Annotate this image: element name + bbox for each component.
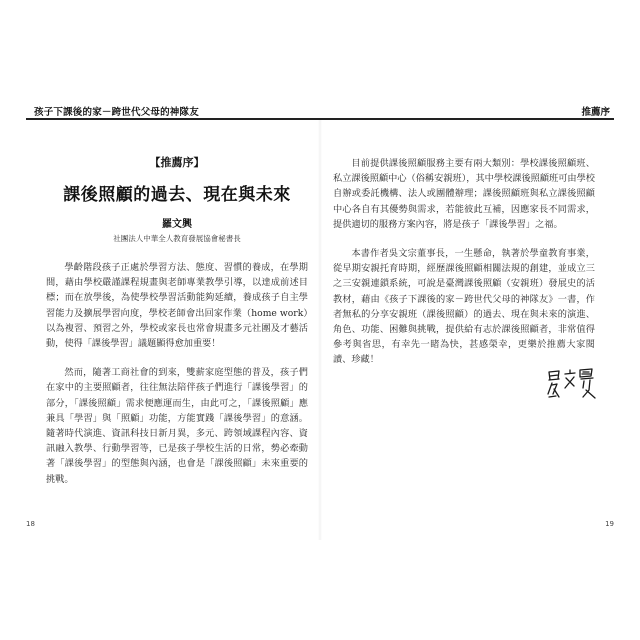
paragraph: 學齡階段孩子正處於學習方法、態度、習慣的養成，在學期間，藉由學校嚴謹課程規畫與老師專業教學引導，以達成前述目標；而在放學後，為使學校學習活動能夠延續，養成孩子自主學習能力及擴展學習向度，學校老師會出回家作業（home work）以為複習、預習之外，學校或家長也常會規畫多元社團及才藝活動，使得「課後學習」議題顯得愈加重要！ xyxy=(46,262,308,350)
right-body-text xyxy=(333,156,595,368)
handwritten-signature xyxy=(543,364,599,404)
left-page xyxy=(46,120,308,540)
paragraph: 然而，隨著工商社會的到來，雙薪家庭型態的普及，孩子們在家中的主要照顧者，往往無法陪伴孩子們進行「課後學習」的部分，「課後照顧」需求便應運而生，由此可之，「課後照顧」應兼具「學習」與「照顧」功能，方能實踐「課後學習」的意涵。隨著時代演進、資訊科技日新月異，多元、跨領域課程內容、資訊融入教學、行動學習等，已是孩子學校生活的日常，勢必牽動著「課後學習」的型態與內涵，也會是「課後照顧」未來重要的挑戰。 xyxy=(46,367,308,485)
page-number-right: 19 xyxy=(605,520,614,528)
page-title: 課後照顧的過去、現在與未來 xyxy=(63,185,291,205)
paragraph: 目前提供課後照顧服務主要有兩大類別：學校課後照顧班、私立課後照顧中心（俗稱安親班），其中學校課後照顧班可由學校自辦或委託機構、法人或團體辦理；課後照顧班與私立課後照顧中心各自有其優勢與需求，若能彼此互補，因應家長不同需求，提供適切的服務方案內容，將是孩子「課後學習」之福。 xyxy=(333,158,595,230)
left-body-text xyxy=(46,260,308,487)
running-header-book-title: 孩子下課後的家－跨世代父母的神隊友 xyxy=(34,107,199,118)
author-affiliation: 社團法人中華全人教育發展協會秘書長 xyxy=(113,234,241,243)
page-number-left: 18 xyxy=(26,520,35,528)
right-page xyxy=(333,120,595,540)
page-gutter xyxy=(318,120,322,540)
author-name: 羅文興 xyxy=(162,219,192,230)
running-header-section: 推薦序 xyxy=(581,107,610,118)
paragraph: 本書作者吳文宗董事長，一生懸命，執著於學童教育事業，從早期安親托育時期，經歷課後照顧相關法規的創建，並成立三之三安親連鎖系統，可說是臺灣課後照顧（安親班）發展史的活教材，藉由《孩子下課後的家－跨世代父母的神隊友》一書，作者無私的分享安親班（課後照顧）的過去、現在與未來的演進、角色、功能、困難與挑戰，提供給有志於課後照顧者，非常值得參考與省思，有幸先一睹為快，甚感榮幸，更樂於推薦大家閱讀、珍藏！ xyxy=(333,248,595,366)
section-tag: 【推薦序】 xyxy=(149,156,205,169)
